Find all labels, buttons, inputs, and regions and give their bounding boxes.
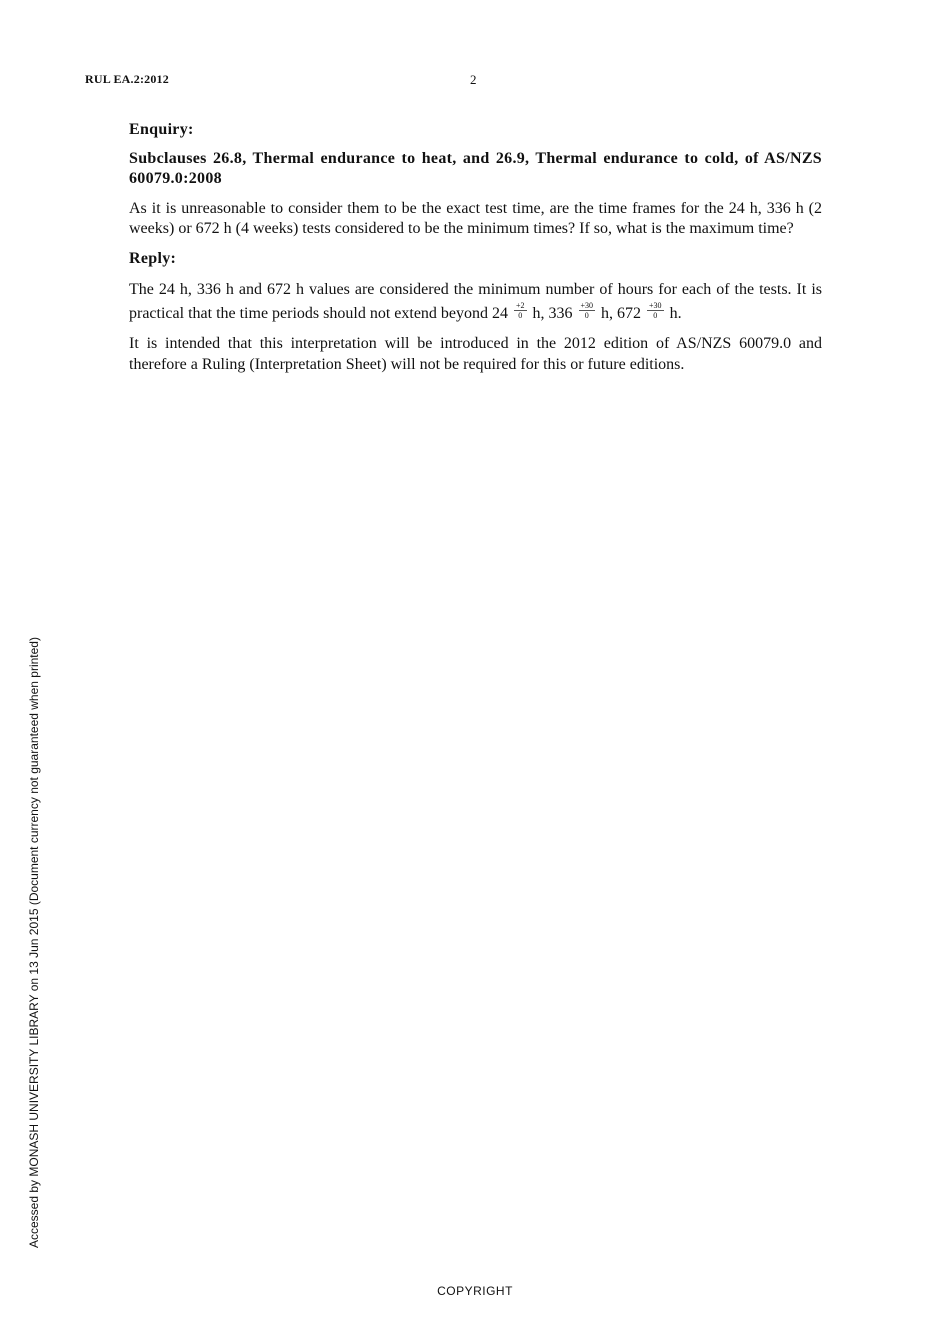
- reply-heading: Reply:: [129, 249, 177, 267]
- tolerance-24h: [514, 301, 527, 320]
- reply-text-part-1: The 24 h, 336 h and 672 h values are considered the minimum number of hours for each of the tests. It is practical that the time periods should not extend beyond 24: [129, 281, 822, 322]
- reply-paragraph: [129, 278, 822, 325]
- access-watermark: Accessed by MONASH UNIVERSITY LIBRARY on 13 Jun 2015 (Document currency not guaranteed when printed): [27, 637, 41, 1248]
- tolerance-336h-upper: +30: [580, 301, 594, 311]
- document-body: [129, 120, 822, 384]
- tolerance-672h-upper: +30: [649, 301, 662, 311]
- reply-text-part-3: h, 672: [601, 304, 642, 322]
- tolerance-24h-upper: +2: [516, 301, 525, 311]
- page-number: 2: [470, 72, 477, 87]
- reply-text-part-4: h.: [669, 304, 682, 322]
- tolerance-24h-lower: 0: [518, 311, 523, 321]
- enquiry-question: As it is unreasonable to consider them to be the exact test time, are the time frames for the 24 h, 336 h (2 weeks) or 672 h (4 weeks) tests considered to be the minimum times? If so, what is the maximum time?: [129, 199, 822, 237]
- enquiry-heading: Enquiry:: [129, 121, 194, 138]
- tolerance-672h-lower: 0: [653, 311, 658, 321]
- tolerance-336h-lower: 0: [584, 311, 589, 321]
- closing-paragraph: It is intended that this interpretation will be introduced in the 2012 edition of AS/NZS 60079.0 and therefore a Ruling (Interpretation Sheet) will not be required for this or future editions.: [129, 335, 822, 373]
- document-code: RUL EA.2:2012: [85, 72, 169, 86]
- tolerance-672h: [647, 301, 664, 320]
- copyright-footer: COPYRIGHT: [437, 1284, 513, 1298]
- subclause-title: Subclauses 26.8, Thermal endurance to heat, and 26.9, Thermal endurance to cold, of AS/NZS 60079.0:2008: [129, 149, 822, 187]
- reply-text-part-2: h, 336: [532, 304, 573, 322]
- tolerance-336h: [579, 301, 596, 320]
